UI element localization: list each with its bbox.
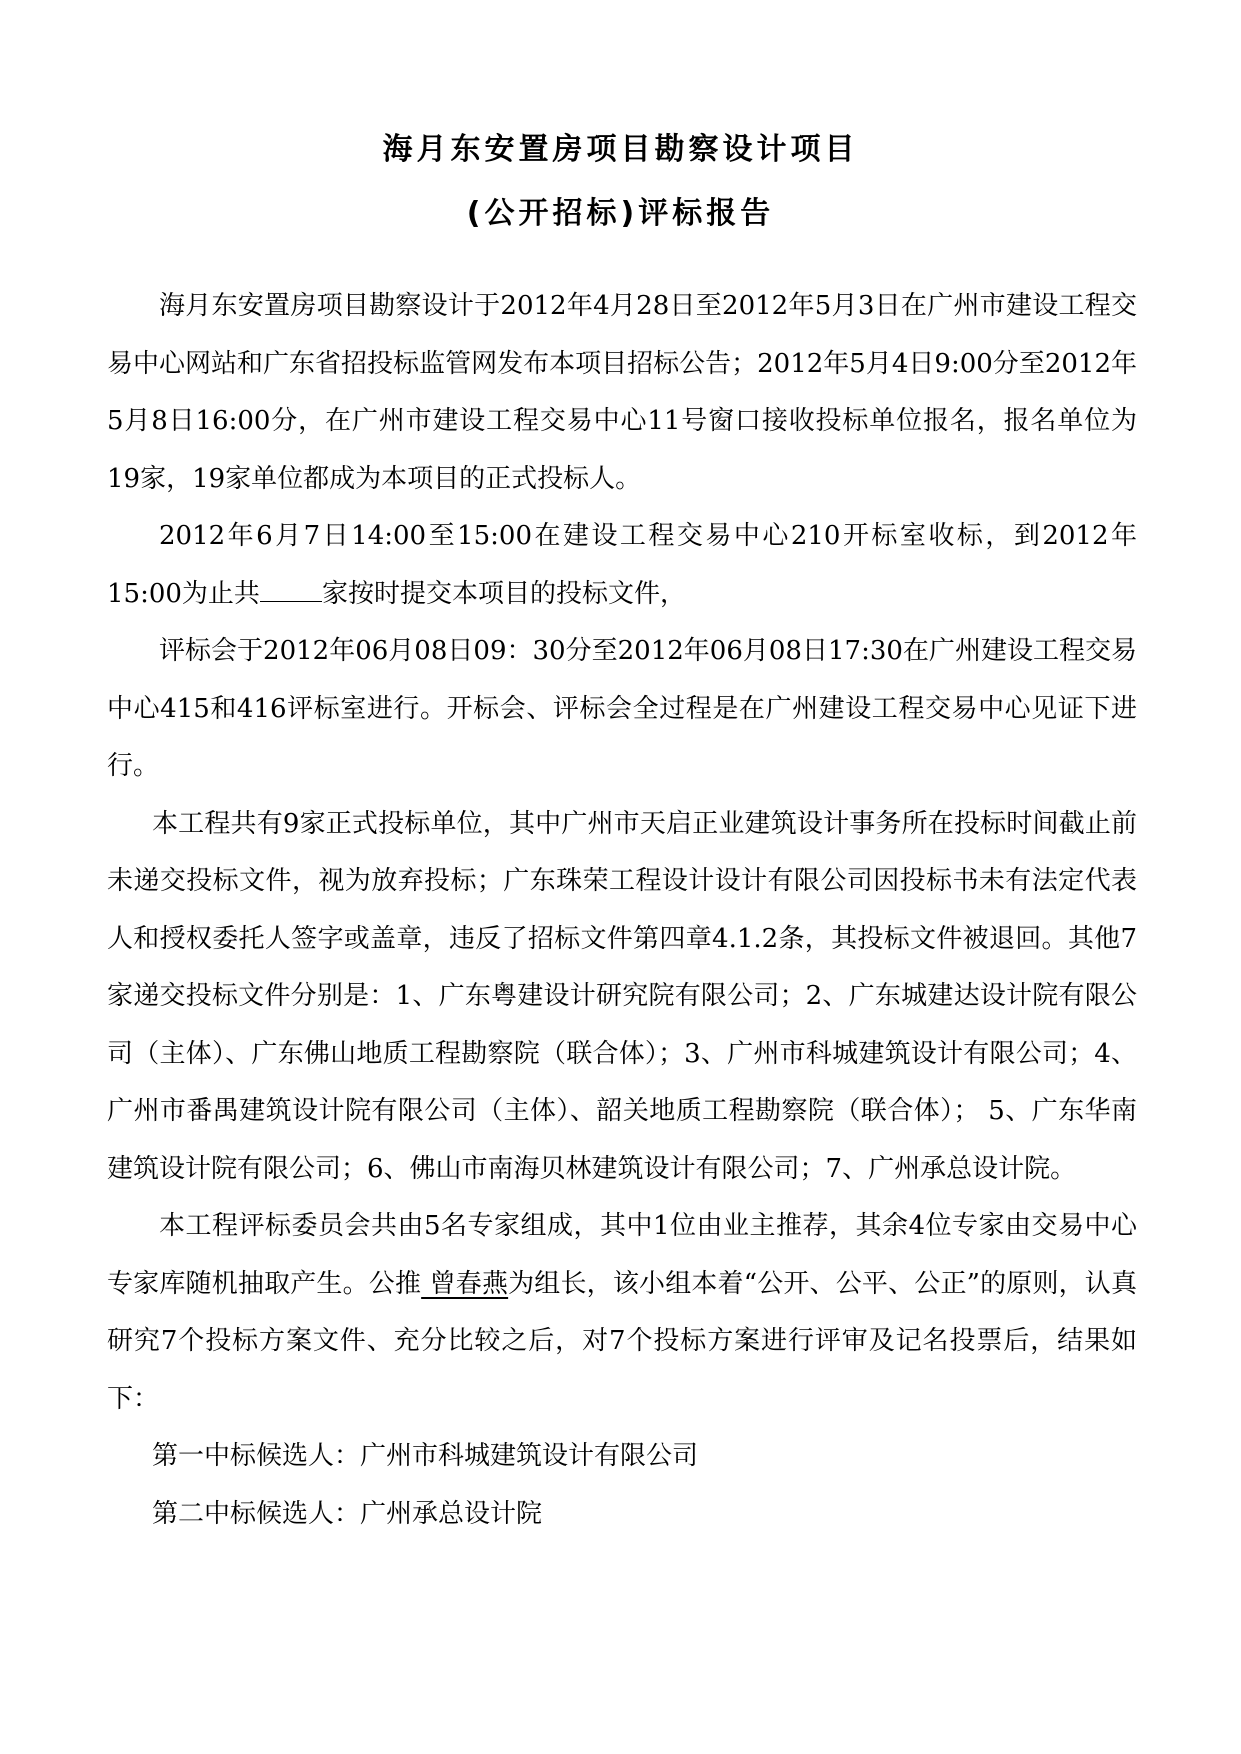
paragraph-bid-submission (107, 508, 1137, 623)
first-candidate: 第一中标候选人：广州市科城建筑设计有限公司 (152, 1441, 699, 1471)
paragraph-evaluation-meeting: 评标会于2012年06月08日09：30分至2012年06月08日17:30在广州建设工程交易中心415和416评标室进行。开标会、评标会全过程是在广州建设工程交易中心见证下进行。 (107, 636, 1137, 781)
paragraph-committee-tail: 为组长，该小组本着“公开、公平、公正”的原则，认真研究7个投标方案文件、充分比较之后，对7个投标方案进行评审及记名投票后，结果如下： (107, 1268, 1137, 1414)
paragraph-bid-submission-text: 2012年6月7日14:00至15:00在建设工程交易中心210开标室收标，到2012年15:00为止共 (107, 521, 1137, 609)
document-subtitle: (公开招标)评标报告 (466, 196, 775, 231)
document-body (107, 278, 1137, 1543)
paragraph-committee (107, 1198, 1137, 1428)
paragraph-bidders: 本工程共有9家正式投标单位，其中广州市天启正业建筑设计事务所在投标时间截止前未递交投标文件，视为放弃投标；广东珠荣工程设计设计有限公司因投标书未有法定代表人和授权委托人签字或盖章，违反了招标文件第四章4.1.2条，其投标文件被退回。其他7家递交投标文件分别是：1、广东粤建设计研究院有限公司；2、广东城建达设计院有限公司（主体）、广东佛山地质工程勘察院（联合体）；3、广州市科城建筑设计有限公司；4、广州市番禺建筑设计院有限公司（主体）、韶关地质工程勘察院（联合体）； 5、广东华南建筑设计院有限公司；6、佛山市南海贝林建筑设计有限公司；7、广州承总设计院。 (107, 808, 1137, 1184)
paragraph-announcement: 海月东安置房项目勘察设计于2012年4月28日至2012年5月3日在广州市建设工程交易中心网站和广东省招投标监管网发布本项目招标公告；2012年5月4日9:00分至2012年5月8日16:00分，在广州市建设工程交易中心11号窗口接收投标单位报名，报名单位为19家，19家单位都成为本项目的正式投标人。 (107, 291, 1137, 494)
document-title: 海月东安置房项目勘察设计项目 (382, 132, 859, 167)
blank-field (260, 577, 322, 602)
committee-leader-name: 曾春燕 (421, 1268, 509, 1299)
paragraph-bid-submission-tail: 家按时提交本项目的投标文件， (321, 578, 686, 609)
second-candidate: 第二中标候选人：广州承总设计院 (152, 1498, 543, 1529)
paragraph-committee-text: 本工程评标委员会共由5名专家组成，其中1位由业主推荐，其余4位专家由交易中心专家库随机抽取产生。公推 (107, 1211, 1137, 1299)
